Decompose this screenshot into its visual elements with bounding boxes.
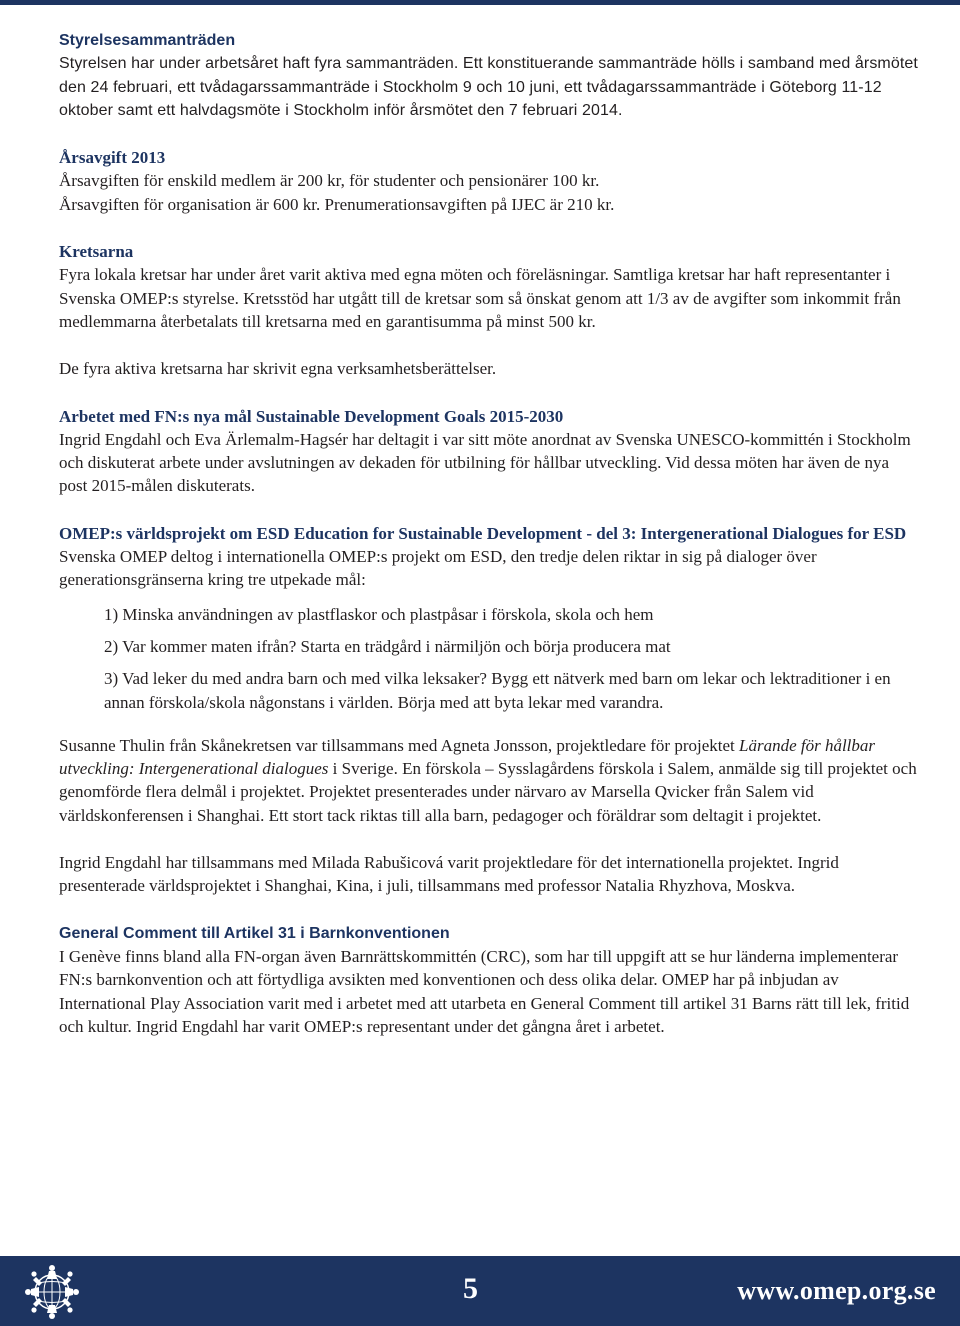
section-heading: General Comment till Artikel 31 i Barnkonventionen: [59, 924, 450, 942]
paragraph-text: i Sverige. En förskola – Sysslagårdens förskola i Salem, anmälde sig till projektet och genomförde flera delmål i projektet. Projektet presenterades under närvaro av Marsella Qvicker från Salem vid världskonferensen i Shanghai. Ett stort tack riktas till alla barn, pedagoger och föräldrar som deltagit i projektet.: [59, 759, 917, 825]
section-body: Fyra lokala kretsar har under året varit aktiva med egna möten och föreläsningar. Samtliga kretsar har haft representanter i Svenska OMEP:s styrelse. Kretsstöd har utgått till de kretsar som så önskat genom att 1/3 av de avgifter som inkommit från medlemmarna återbetalats till kretsarna med en garantisumma på minst 500 kr.: [59, 265, 901, 331]
project-title: Lärande för hållbar utveckling: Intergenerational dialogues: [59, 735, 876, 779]
section-styrelse: [59, 29, 919, 122]
goal-list: [104, 603, 919, 714]
goal-item: 3) Vad leker du med andra barn och med vilka leksaker? Bygg ett nätverk med barn om lekar och lektraditioner i en annan förskola/skola någonstans i världen. Börja med att byta lekar med varandra.: [104, 669, 891, 712]
section-heading: OMEP:s världsprojekt om ESD Education for Sustainable Development - del 3: Intergenerational Dialogues for ESD: [59, 523, 907, 543]
goal-item: 2) Var kommer maten ifrån? Starta en trädgård i närmiljön och börja producera mat: [104, 636, 671, 656]
section-arsavgift: [59, 146, 919, 216]
section-general-comment: [59, 922, 919, 1038]
section-body: De fyra aktiva kretsarna har skrivit egna verksamhetsberättelser.: [59, 359, 497, 379]
paragraph-text: Susanne Thulin från Skånekretsen var tillsammans med Agneta Jonsson, projektledare för projektet: [59, 735, 739, 755]
page-content: [59, 29, 919, 1038]
section-body: Ingrid Engdahl och Eva Ärlemalm-Hagsér har deltagit i var sitt möte anordnat av Svenska UNESCO-kommittén i Stockholm och diskuterat arbete under avslutningen av dekaden för utbilning för hållbar utveckling. Vid dessa möten har även de nya post 2015-målen diskuterats.: [59, 429, 911, 496]
section-body: Svenska OMEP deltog i internationella OMEP:s projekt om ESD, den tredje delen riktar in sig på dialoger över generationsgränserna kring tre utpekade mål:: [59, 547, 817, 590]
section-paragraph: Ingrid Engdahl har tillsammans med Milada Rabušicová varit projektledare för det internationella projektet. Ingrid presenterade världsprojektet i Shanghai, Kina, i juli, tillsammans med professor Natalia Rhyzhova, Moskva.: [59, 853, 839, 896]
section-heading: Styrelsesammanträden: [59, 32, 236, 49]
section-paragraph: [59, 734, 919, 827]
page-footer: [0, 1256, 960, 1326]
page-number: 5: [463, 1272, 478, 1305]
globe-children-logo-icon: [24, 1264, 80, 1320]
top-bar: [0, 0, 960, 5]
website-link[interactable]: www.omep.org.se: [737, 1276, 936, 1305]
section-heading: Kretsarna: [59, 242, 134, 262]
fee-line: Årsavgiften för organisation är 600 kr. Prenumerationsavgiften på IJEC är 210 kr.: [59, 194, 615, 214]
fee-line: Årsavgiften för enskild medlem är 200 kr, för studenter och pensionärer 100 kr.: [59, 171, 600, 191]
section-kretsarna: [59, 240, 919, 380]
goal-item: 1) Minska användningen av plastflaskor och plastpåsar i förskola, skola och hem: [104, 604, 654, 624]
section-fn-goals: [59, 405, 919, 498]
section-esd: [59, 522, 919, 898]
section-body: I Genève finns bland alla FN-organ även Barnrättskommittén (CRC), som har till uppgift att se hur länderna implementerar FN:s barnkonvention och att förtydliga avsikten med konventionen och dess olika delar. OMEP har på inbjudan av International Play Association varit med i arbetet med att utarbeta en General Comment till artikel 31 Barns rätt till lek, fritid och kultur. Ingrid Engdahl har varit OMEP:s representant under det gångna året i arbetet.: [59, 946, 910, 1036]
section-body: Styrelsen har under arbetsåret haft fyra sammanträden. Ett konstituerande sammanträde hölls i samband med årsmötet den 24 februari, ett tvådagarssammanträde i Stockholm 9 och 10 juni, ett tvådagarssammanträde i Göteborg 11-12 oktober samt ett halvdagsmöte i Stockholm inför årsmötet den 7 februari 2014.: [59, 55, 918, 119]
section-heading: Arbetet med FN:s nya mål Sustainable Development Goals 2015-2030: [59, 406, 564, 426]
section-heading: Årsavgift 2013: [59, 148, 166, 168]
